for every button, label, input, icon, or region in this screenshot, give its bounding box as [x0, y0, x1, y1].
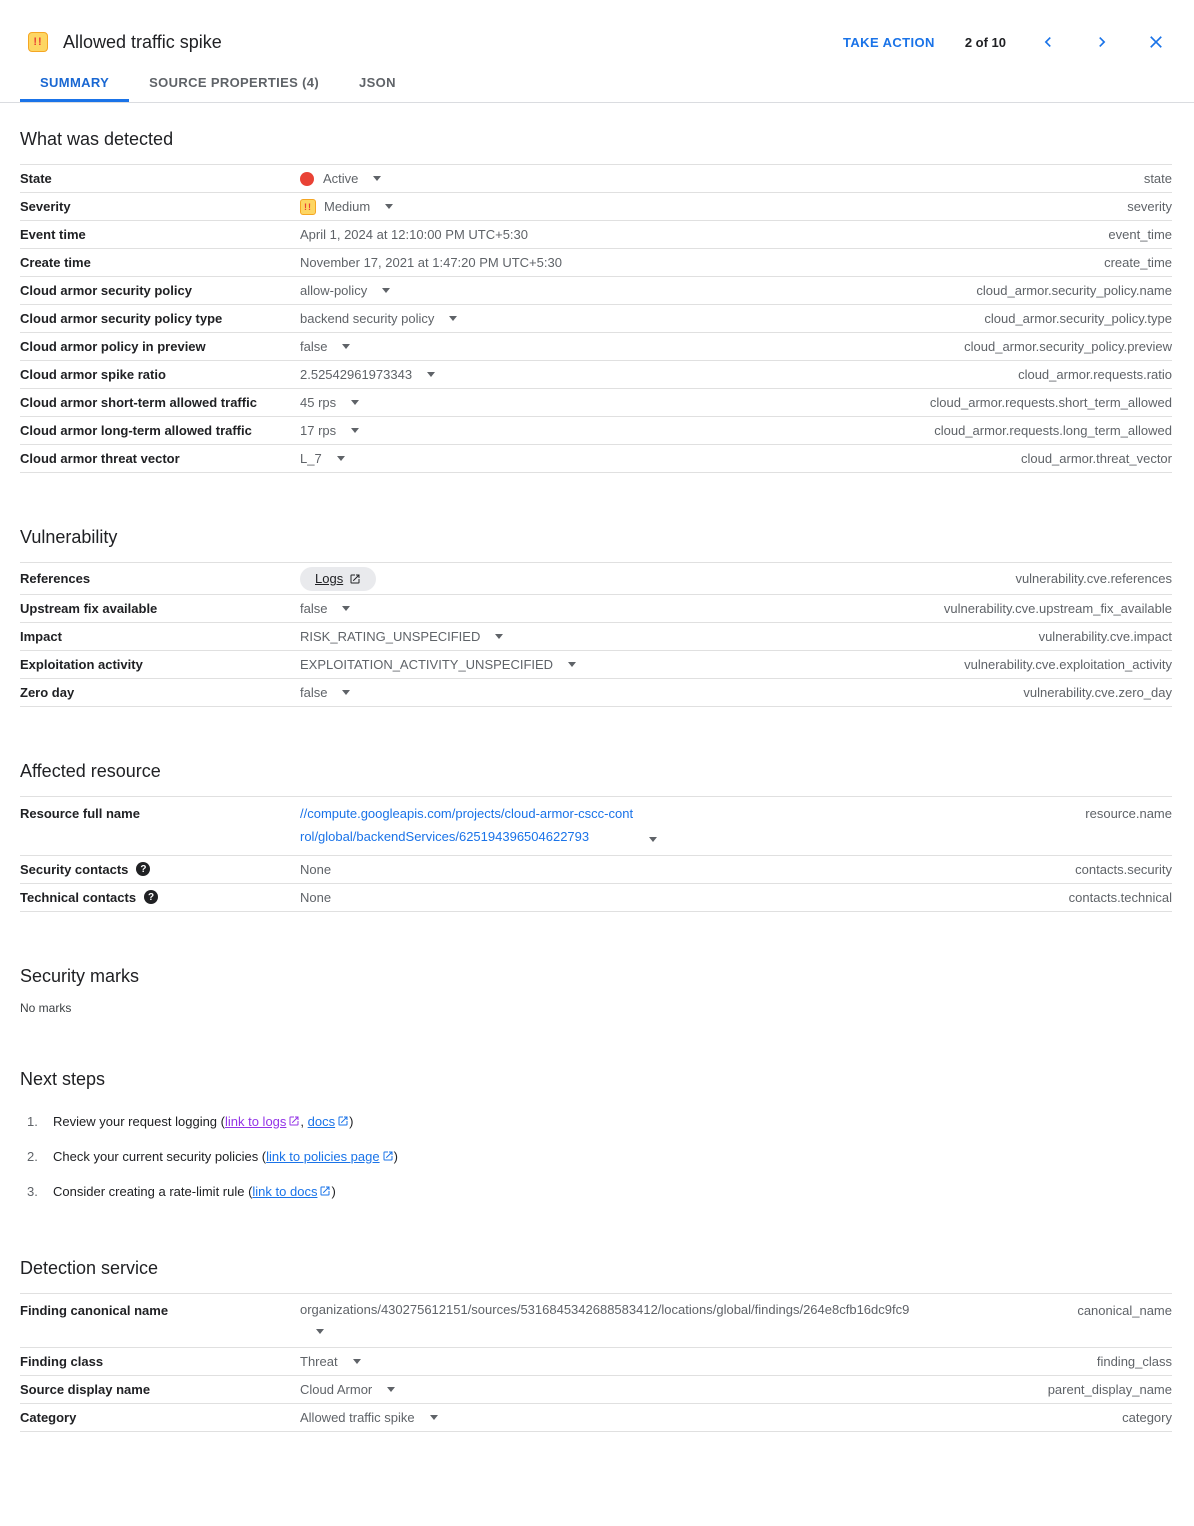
row-value: None — [300, 861, 332, 877]
value-dropdown[interactable] — [300, 1410, 438, 1425]
attribute-key: severity — [1127, 199, 1172, 214]
section-title-affected-resource: Affected resource — [20, 761, 161, 781]
vulnerability-table — [20, 562, 1172, 707]
attribute-key: cloud_armor.threat_vector — [1020, 451, 1172, 466]
table-row — [20, 855, 1172, 883]
row-value: Medium — [324, 199, 371, 214]
row-label: Event time — [20, 227, 86, 242]
row-label: Impact — [20, 629, 62, 644]
row-value: None — [300, 889, 332, 905]
attribute-key: cloud_armor.requests.long_term_allowed — [934, 423, 1172, 438]
attribute-key: vulnerability.cve.exploitation_activity — [964, 657, 1172, 672]
list-number: 3. — [27, 1183, 38, 1199]
resource-full-name-link[interactable]: //compute.googleapis.com/projects/cloud-armor-cscc-control/global/backendServices/625194396504622793 — [300, 806, 634, 844]
dropdown-caret-icon — [353, 1359, 361, 1364]
dropdown-caret-icon — [337, 456, 345, 461]
step-text: Consider creating a rate-limit rule ( — [53, 1183, 253, 1199]
row-label: Severity — [20, 199, 71, 214]
attribute-key: state — [1143, 171, 1172, 186]
attribute-key: resource.name — [1085, 806, 1172, 821]
step-text: ) — [349, 1113, 354, 1129]
value-dropdown[interactable] — [300, 339, 350, 354]
row-value: backend security policy — [300, 311, 435, 326]
row-value: Cloud Armor — [300, 1382, 373, 1398]
attribute-key: create_time — [1104, 255, 1172, 270]
row-label: Cloud armor security policy — [20, 283, 192, 298]
attribute-key: cloud_armor.security_policy.type — [984, 311, 1172, 326]
row-label: Source display name — [20, 1382, 151, 1398]
table-row — [20, 594, 1172, 622]
table-row — [20, 220, 1172, 248]
dropdown-caret-icon — [342, 606, 350, 611]
attribute-key: contacts.technical — [1068, 889, 1172, 905]
active-state-icon — [300, 172, 314, 186]
table-row — [20, 388, 1172, 416]
value-dropdown[interactable] — [300, 685, 350, 700]
table-row — [20, 164, 1172, 192]
table-row — [20, 444, 1172, 472]
row-label: Resource full name — [20, 806, 140, 821]
step-text: Check your current security policies ( — [53, 1148, 267, 1164]
dropdown-caret-icon[interactable] — [649, 837, 657, 842]
value-dropdown[interactable] — [300, 283, 390, 298]
dropdown-caret-icon — [495, 634, 503, 639]
tab-summary[interactable]: SUMMARY — [20, 66, 129, 102]
dropdown-caret-icon — [351, 428, 359, 433]
close-icon — [1146, 32, 1166, 52]
attribute-key: cloud_armor.requests.ratio — [1018, 367, 1172, 382]
attribute-key: finding_class — [1096, 1354, 1172, 1370]
attribute-key: cloud_armor.security_policy.preview — [964, 339, 1172, 354]
value-dropdown[interactable] — [300, 601, 350, 616]
link-to-logs-link[interactable]: link to logs — [224, 1113, 287, 1129]
tab-bar — [0, 66, 1194, 103]
attribute-key: vulnerability.cve.upstream_fix_available — [943, 601, 1172, 616]
row-value: false — [300, 339, 328, 354]
value-dropdown[interactable] — [300, 1354, 361, 1369]
finding-pagination: 2 of 10 — [964, 34, 1006, 50]
open-in-new-icon — [382, 1150, 394, 1162]
next-step-item — [20, 1180, 1172, 1204]
row-label: Create time — [20, 255, 91, 270]
step-text: , — [300, 1113, 308, 1129]
table-row — [20, 678, 1172, 706]
attribute-key: category — [1122, 1410, 1172, 1426]
section-title-security-marks: Security marks — [20, 965, 140, 986]
value-dropdown[interactable] — [300, 423, 359, 438]
header-actions — [843, 30, 1168, 54]
table-row — [20, 248, 1172, 276]
value-dropdown[interactable] — [300, 451, 345, 466]
attribute-key: vulnerability.cve.impact — [1038, 629, 1172, 644]
severity-dropdown[interactable] — [300, 199, 393, 215]
row-value: false — [300, 685, 328, 700]
table-row — [20, 796, 1172, 855]
row-value: false — [300, 601, 328, 616]
chevron-right-icon — [1092, 32, 1112, 52]
dropdown-caret-icon — [568, 662, 576, 667]
list-number: 1. — [27, 1113, 38, 1129]
dropdown-caret-icon — [342, 690, 350, 695]
row-value: organizations/430275612151/sources/5316845342688583412/locations/global/findings/264e8cfb16dc9fc9 — [300, 1301, 910, 1317]
row-value: L_7 — [300, 451, 322, 466]
attribute-key: parent_display_name — [1047, 1382, 1172, 1398]
table-row — [20, 1293, 1172, 1348]
value-dropdown[interactable] — [300, 311, 457, 326]
attribute-key: contacts.security — [1075, 861, 1172, 877]
value-dropdown[interactable] — [300, 367, 435, 382]
dropdown-caret-icon — [387, 1387, 395, 1392]
value-dropdown[interactable] — [300, 395, 359, 410]
open-in-new-icon — [337, 1115, 349, 1127]
affected-resource-table — [20, 796, 1172, 912]
row-label: Exploitation activity — [20, 657, 143, 672]
close-button[interactable] — [1144, 30, 1168, 54]
table-row — [20, 192, 1172, 220]
row-value: 2.52542961973343 — [300, 367, 413, 382]
dropdown-caret-icon — [385, 204, 393, 209]
attribute-key: canonical_name — [1077, 1302, 1172, 1318]
row-value: Threat — [300, 1354, 338, 1370]
row-value: April 1, 2024 at 12:10:00 PM UTC+5:30 — [300, 227, 528, 242]
table-row — [20, 332, 1172, 360]
finding-header — [0, 0, 1194, 54]
row-label: References — [20, 571, 91, 586]
tab-json[interactable]: JSON — [339, 66, 416, 102]
value-dropdown[interactable] — [300, 1382, 395, 1397]
medium-severity-icon: !! — [28, 32, 48, 52]
row-label: Cloud armor short-term allowed traffic — [20, 395, 257, 410]
table-row — [20, 1375, 1172, 1403]
row-label: Cloud armor spike ratio — [20, 367, 166, 382]
row-value: Allowed traffic spike — [300, 1410, 415, 1426]
row-label: Finding class — [20, 1354, 104, 1370]
chevron-left-icon — [1038, 32, 1058, 52]
table-row — [20, 1347, 1172, 1375]
dropdown-caret-icon — [351, 400, 359, 405]
step-text: Review your request logging ( — [53, 1113, 225, 1129]
row-label: State — [20, 171, 52, 186]
row-label: Cloud armor security policy type — [20, 311, 223, 326]
table-row — [20, 562, 1172, 594]
next-finding-button[interactable] — [1090, 30, 1114, 54]
previous-finding-button[interactable] — [1036, 30, 1060, 54]
value-dropdown[interactable] — [300, 629, 503, 644]
link-to-docs-link[interactable]: link to docs — [252, 1183, 318, 1199]
value-dropdown[interactable] — [300, 657, 576, 672]
table-row — [20, 622, 1172, 650]
row-label: Zero day — [20, 685, 75, 700]
next-steps-list — [20, 1110, 1172, 1204]
take-action-button[interactable]: TAKE ACTION — [843, 34, 935, 50]
dropdown-caret-icon — [427, 372, 435, 377]
docs-link[interactable]: docs — [307, 1113, 336, 1129]
row-label: Cloud armor long-term allowed traffic — [20, 423, 252, 438]
attribute-key: vulnerability.cve.references — [1015, 571, 1172, 586]
detected-table — [20, 164, 1172, 473]
dropdown-caret-icon — [382, 288, 390, 293]
attribute-key: vulnerability.cve.zero_day — [1023, 685, 1172, 700]
row-value: RISK_RATING_UNSPECIFIED — [300, 629, 481, 644]
section-title-detection-service: Detection service — [20, 1257, 159, 1278]
next-step-item — [20, 1110, 1172, 1134]
link-to-policies-page-link[interactable]: link to policies page — [266, 1148, 380, 1164]
finding-title: Allowed traffic spike — [63, 31, 222, 52]
help-icon[interactable]: ? — [144, 890, 158, 904]
dropdown-caret-icon[interactable] — [316, 1329, 324, 1334]
logs-chip-label: Logs — [315, 571, 344, 586]
dropdown-caret-icon — [430, 1415, 438, 1420]
table-row — [20, 304, 1172, 332]
section-title-vulnerability: Vulnerability — [20, 527, 118, 547]
table-row — [20, 883, 1172, 911]
help-icon[interactable]: ? — [136, 862, 150, 876]
tab-source-properties[interactable]: SOURCE PROPERTIES (4) — [129, 66, 339, 102]
row-value: November 17, 2021 at 1:47:20 PM UTC+5:30 — [300, 255, 562, 270]
row-value: allow-policy — [300, 283, 368, 298]
step-text: ) — [393, 1148, 398, 1164]
dropdown-caret-icon — [449, 316, 457, 321]
open-in-new-icon — [349, 573, 361, 585]
step-text: ) — [331, 1183, 336, 1199]
row-label: Upstream fix available — [20, 601, 158, 616]
row-label: Category — [20, 1410, 77, 1426]
section-title-next-steps: Next steps — [20, 1068, 106, 1089]
row-value: 45 rps — [300, 395, 337, 410]
row-label: Security contacts — [20, 861, 129, 877]
row-label: Finding canonical name — [20, 1302, 169, 1318]
row-value: EXPLOITATION_ACTIVITY_UNSPECIFIED — [300, 657, 554, 672]
dropdown-caret-icon — [373, 176, 381, 181]
row-label: Technical contacts — [20, 889, 137, 905]
section-title-what-was-detected: What was detected — [20, 129, 174, 149]
row-value: Active — [323, 171, 359, 186]
list-number: 2. — [27, 1148, 38, 1164]
row-label: Cloud armor policy in preview — [20, 339, 206, 354]
open-in-new-icon — [288, 1115, 300, 1127]
no-marks-text: No marks — [20, 1000, 72, 1015]
table-row — [20, 1403, 1172, 1431]
row-label: Cloud armor threat vector — [20, 451, 180, 466]
dropdown-caret-icon — [342, 344, 350, 349]
table-row — [20, 650, 1172, 678]
logs-chip[interactable] — [300, 567, 376, 591]
attribute-key: cloud_armor.requests.short_term_allowed — [929, 395, 1172, 410]
table-row — [20, 416, 1172, 444]
detection-service-table — [20, 1293, 1172, 1433]
open-in-new-icon — [319, 1185, 331, 1197]
attribute-key: cloud_armor.security_policy.name — [976, 283, 1172, 298]
medium-severity-icon: !! — [300, 199, 316, 215]
attribute-key: event_time — [1108, 227, 1172, 242]
table-row — [20, 276, 1172, 304]
next-step-item — [20, 1145, 1172, 1169]
row-value: 17 rps — [300, 423, 337, 438]
state-dropdown[interactable] — [300, 171, 381, 186]
table-row — [20, 360, 1172, 388]
